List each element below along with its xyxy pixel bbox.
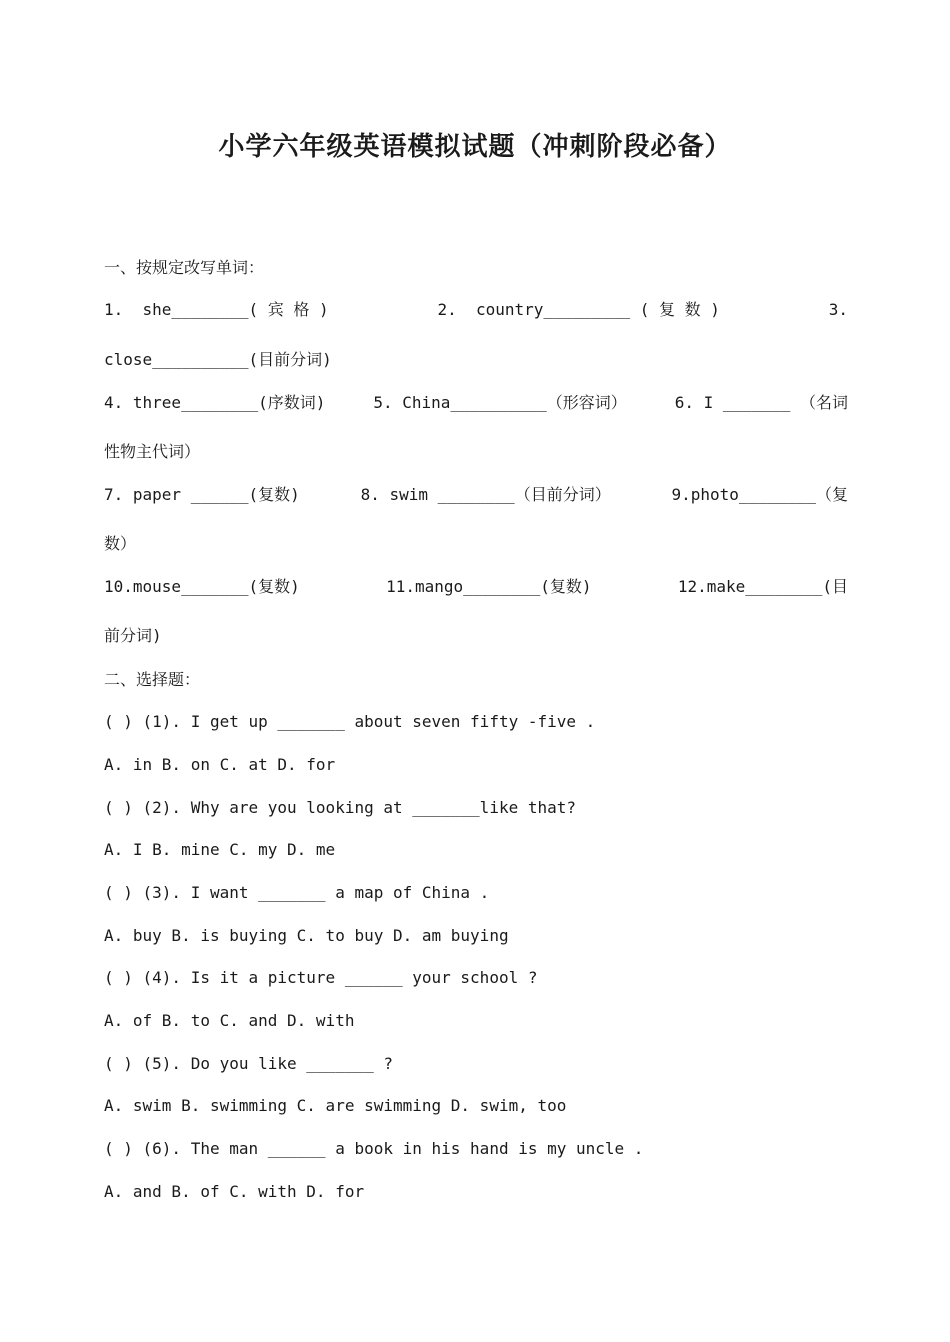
rewrite-item-8: 8. swim ________（目前分词） [360, 485, 611, 504]
rewrite-row-4-cont: 前分词) [104, 626, 162, 645]
rewrite-row-3-cont: 数） [104, 534, 137, 553]
question-5-options: A. swim B. swimming C. are swimming D. swim, too [104, 1096, 567, 1115]
rewrite-row-2 [104, 392, 848, 414]
rewrite-item-3: 3. [828, 300, 848, 319]
rewrite-item-7: 7. paper ______(复数) [104, 485, 300, 504]
question-6: ( ) (6). The man ______ a book in his hand is my uncle . [104, 1139, 644, 1158]
question-3-options: A. buy B. is buying C. to buy D. am buying [104, 926, 509, 945]
question-3: ( ) (3). I want _______ a map of China . [104, 883, 490, 902]
rewrite-row-1-cont: close__________(目前分词) [104, 350, 332, 369]
page-title: 小学六年级英语模拟试题（冲刺阶段必备） [218, 132, 732, 162]
question-1-options: A. in B. on C. at D. for [104, 755, 336, 774]
question-4: ( ) (4). Is it a picture ______ your school ? [104, 968, 538, 987]
section2-heading: 二、选择题： [104, 670, 201, 689]
rewrite-row-1 [104, 299, 848, 321]
question-6-options: A. and B. of C. with D. for [104, 1182, 365, 1201]
question-2-options: A. I B. mine C. my D. me [104, 840, 336, 859]
rewrite-item-11: 11.mango________(复数) [386, 577, 592, 596]
rewrite-item-6: 6. I _______ （名词 [674, 393, 848, 412]
rewrite-item-4: 4. three________(序数词) [104, 393, 326, 412]
question-1: ( ) (1). I get up _______ about seven fifty -five . [104, 712, 596, 731]
rewrite-row-3 [104, 484, 848, 506]
rewrite-row-4 [104, 576, 848, 598]
question-4-options: A. of B. to C. and D. with [104, 1011, 355, 1030]
rewrite-row-2-cont: 性物主代词） [104, 442, 201, 461]
section1-heading: 一、按规定改写单词： [104, 258, 265, 277]
rewrite-item-2: 2. country_________ ( 复 数 ) [437, 300, 720, 319]
rewrite-item-5: 5. China__________（形容词） [373, 393, 627, 412]
rewrite-item-1: 1. she________( 宾 格 ) [104, 300, 329, 319]
question-5: ( ) (5). Do you like _______ ? [104, 1054, 393, 1073]
rewrite-item-10: 10.mouse_______(复数) [104, 577, 300, 596]
question-2: ( ) (2). Why are you looking at _______like that? [104, 798, 577, 817]
rewrite-item-9: 9.photo________（复 [671, 485, 848, 504]
rewrite-item-12: 12.make________(目 [677, 577, 848, 596]
